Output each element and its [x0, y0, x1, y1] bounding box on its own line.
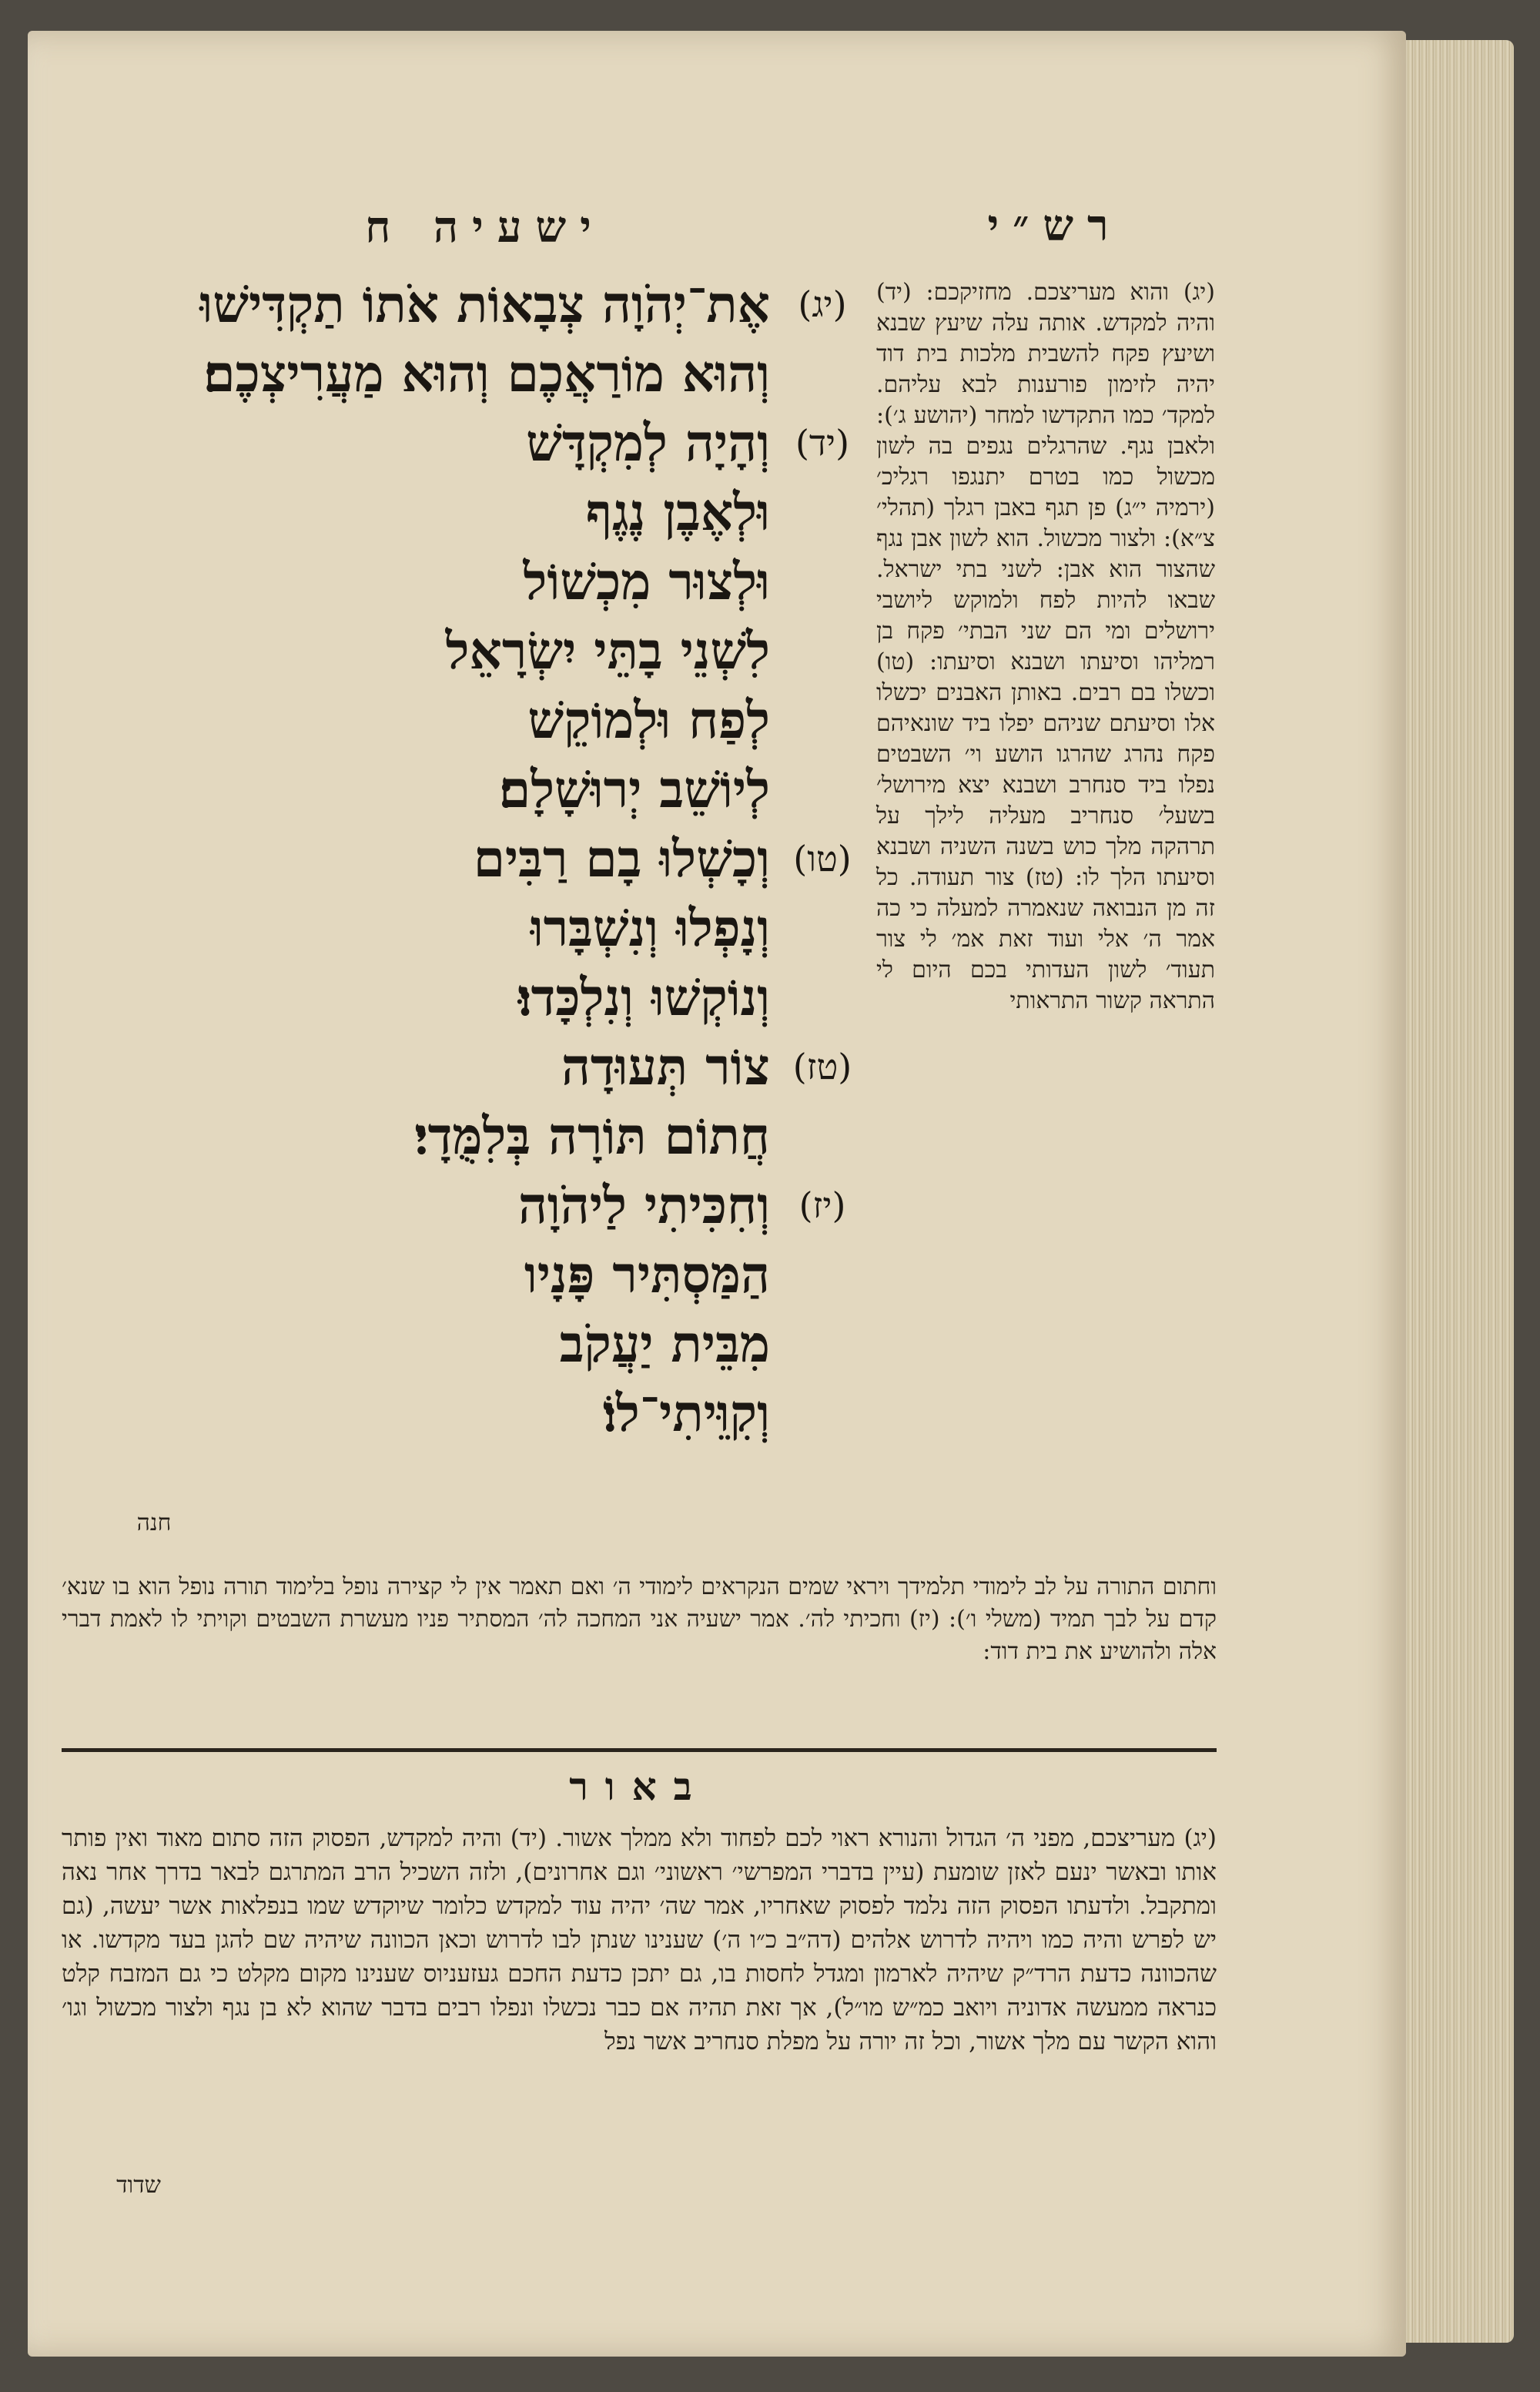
verse-line — [85, 547, 855, 616]
verse-number: (יד) — [795, 422, 850, 464]
page-edges — [1406, 40, 1514, 2343]
verse-line — [85, 1171, 855, 1240]
verse-line — [85, 963, 855, 1032]
verse-text: וְהָיָה לְמִקְדָּשׁ — [526, 413, 770, 473]
verse-line — [85, 339, 855, 408]
verse-text: חֲתוֹם תּוֹרָה בְּלִמֻּדָי׃ — [414, 1106, 770, 1166]
verse-column — [85, 270, 855, 1525]
biur-title: באור — [569, 1764, 709, 1809]
verse-text: צוֹר תְּעוּדָה — [561, 1037, 770, 1097]
verse-line — [85, 755, 855, 824]
verse-number: (טז) — [792, 1046, 852, 1087]
verse-text: הַמַּסְתִּיר פָּנָיו — [524, 1245, 770, 1305]
verse-text: וְנָפְלוּ וְנִשְׁבָּרוּ — [530, 898, 770, 958]
divider-rule — [62, 1748, 1217, 1752]
running-header-book-chapter: ישעיה ח — [365, 202, 605, 253]
verse-text: מִבֵּית יַעֲקֹב — [559, 1314, 770, 1374]
verse-line — [85, 893, 855, 963]
rashi-continuation-text: וחתום התורה על לב לימודי תלמידך ויראי שמים הנקראים לימודי ה׳ ואם תאמר אין לי קצירה נופל בלימוד תורה נופל הוא בו שנא׳ קדם על לבך תמיד (משלי ו׳): (יז) וחכיתי לה׳. אמר ישעיה אני המחכה לה׳ המסתיר פניו מעשרת השבטים וקויתי לו לאמת דברי אלה ולהושיע את בית דוד: — [62, 1573, 1217, 1665]
verse-line — [85, 408, 855, 477]
verse-line — [85, 270, 855, 339]
verse-number: (טו) — [793, 838, 852, 879]
biur-text: (יג) מעריצכם, מפני ה׳ הגדול והנורא ראוי לכם לפחוד ולא ממלך אשור. (יד) והיה למקדש, הפסוק הזה סתום מאוד ואין פותר אותו ובאשר ינעם לאזן שומעת (עיין בדברי המפרשי׳ ראשוני׳ וגם אחרונים), ולזה השכיל הרב המתרגם לבאר בדרך אחר נאה ומתקבל. ולדעתו הפסוק הזה נלמד לפסוק שאחריו, אמר שה׳ יהיה עוד למקדש כלומר שיוקדש שמו בנפלאות אשר יעשה, (גם יש לפרש והיה כמו ויהיה לדרוש אלהים (דה״ב כ״ו ה׳) שענינו שנתן לבו לדרוש וכאן הכוונה שיהיה שם להגן בעד מקדשו. או שהכוונה כדעת הרד״ק שיהיה לארמון ומגדל לחסות בו, גם יתכן כדעת החכם געזעניוס שענינו מקום מקלט כי גם המזבח קלט כנראה ממעשה אדוניה ויואב כמ״ש מו״ל), אך זאת תהיה אם כבר נכשלו ונפלו רבים בדבר שהוא לא בן נגף ולצור מכשול וגו׳ והוא הקשר עם מלך אשור, וכל זה יורה על מפלת סנחריב אשר נפל — [62, 1824, 1217, 2055]
verse-text: וְקִוֵּיתִי־לוֹ׃ — [603, 1383, 770, 1443]
verse-number: (יז) — [798, 1184, 846, 1226]
biur-commentary — [62, 1821, 1217, 2176]
verse-line — [85, 1379, 855, 1448]
rashi-commentary-column — [876, 277, 1215, 1571]
verse-text: אֶת־יְהֹוָה צְבָאוֹת אֹתוֹ תַקְדִּישׁוּ — [199, 274, 770, 334]
verse-line — [85, 1101, 855, 1171]
rashi-text: (יג) והוא מעריצכם. מחזיקכם: (יד) והיה למקדש. אותה עלה שיעץ שבנא ושיעץ פקח להשבית מלכות בית דוד יהיה לזימון פורענות לבא עליהם. למקד׳ כמו התקדשו למחר (יהושע ג׳): ולאבן נגף. שהרגלים נגפים בה לשון מכשול כמו בטרם יתנגפו רגליכ׳ (ירמיה י״ג) פן תגף באבן רגלך (תהלי׳ צ״א): ולצור מכשול. הוא לשון אבן נגף שהצור הוא אבן: לשני בתי ישראל. שבאו להיות לפח ולמוקש ליושבי ירושלים ומי הם שני הבתי׳ פקח בן רמליהו וסיעתו ושבנא וסיעתו: (טו) וכשלו בם רבים. באותן האבנים יכשלו אלו וסיעתם שניהם יפלו ביד שונאיהם פקח נהרג שהרגו הושע וי׳ השבטים נפלו ביד סנחרב ושבנא יצא מירושל׳ בשעל׳ סנחריב מעליה לילך על תרהקה מלך כוש בשנה השניה ושבנא וסיעתו הלך לו: (טז) צור תעודה. כל זה מן הנבואה שנאמרה למעלה כי כה אמר ה׳ אלי ועוד זאת אמ׳ לי צור תעוד׳ לשון העדותי בכם היום לי התראה קשור התראותי — [876, 279, 1215, 1014]
verse-line — [85, 477, 855, 547]
verse-number: (יג) — [798, 283, 847, 325]
verse-line — [85, 616, 855, 685]
verse-line — [85, 824, 855, 893]
catchword: חנה — [136, 1509, 172, 1536]
verse-line — [85, 1032, 855, 1101]
verse-text: לְיוֹשֵׁב יְרוּשָׁלָם׃ — [499, 759, 770, 819]
running-header-rashi: רש״י — [987, 200, 1123, 251]
verse-line — [85, 1240, 855, 1309]
verse-line — [85, 1309, 855, 1379]
verse-text: וְנוֹקְשׁוּ וְנִלְכָּדוּ׃ — [517, 967, 770, 1027]
verse-text: וְכָשְׁלוּ בָם רַבִּים — [473, 829, 770, 889]
verse-text: וְחִכִּיתִי לַיהֹוָה — [517, 1175, 770, 1235]
verse-text: לְפַח וּלְמוֹקֵשׁ — [527, 690, 770, 750]
verse-text: וּלְצוּר מִכְשׁוֹל — [523, 551, 770, 611]
verse-text: לִשְׁנֵי בָתֵּי יִשְׂרָאֵל — [445, 621, 770, 681]
verse-line — [85, 685, 855, 755]
verse-text: וְהוּא מוֹרַאֲכֶם וְהוּא מַעֲרִיצְכֶם׃ — [203, 343, 770, 404]
biur-catchword: שדוד — [116, 2172, 161, 2199]
rashi-continuation — [62, 1571, 1217, 1710]
verse-text: וּלְאֶבֶן נֶגֶף — [585, 482, 770, 542]
